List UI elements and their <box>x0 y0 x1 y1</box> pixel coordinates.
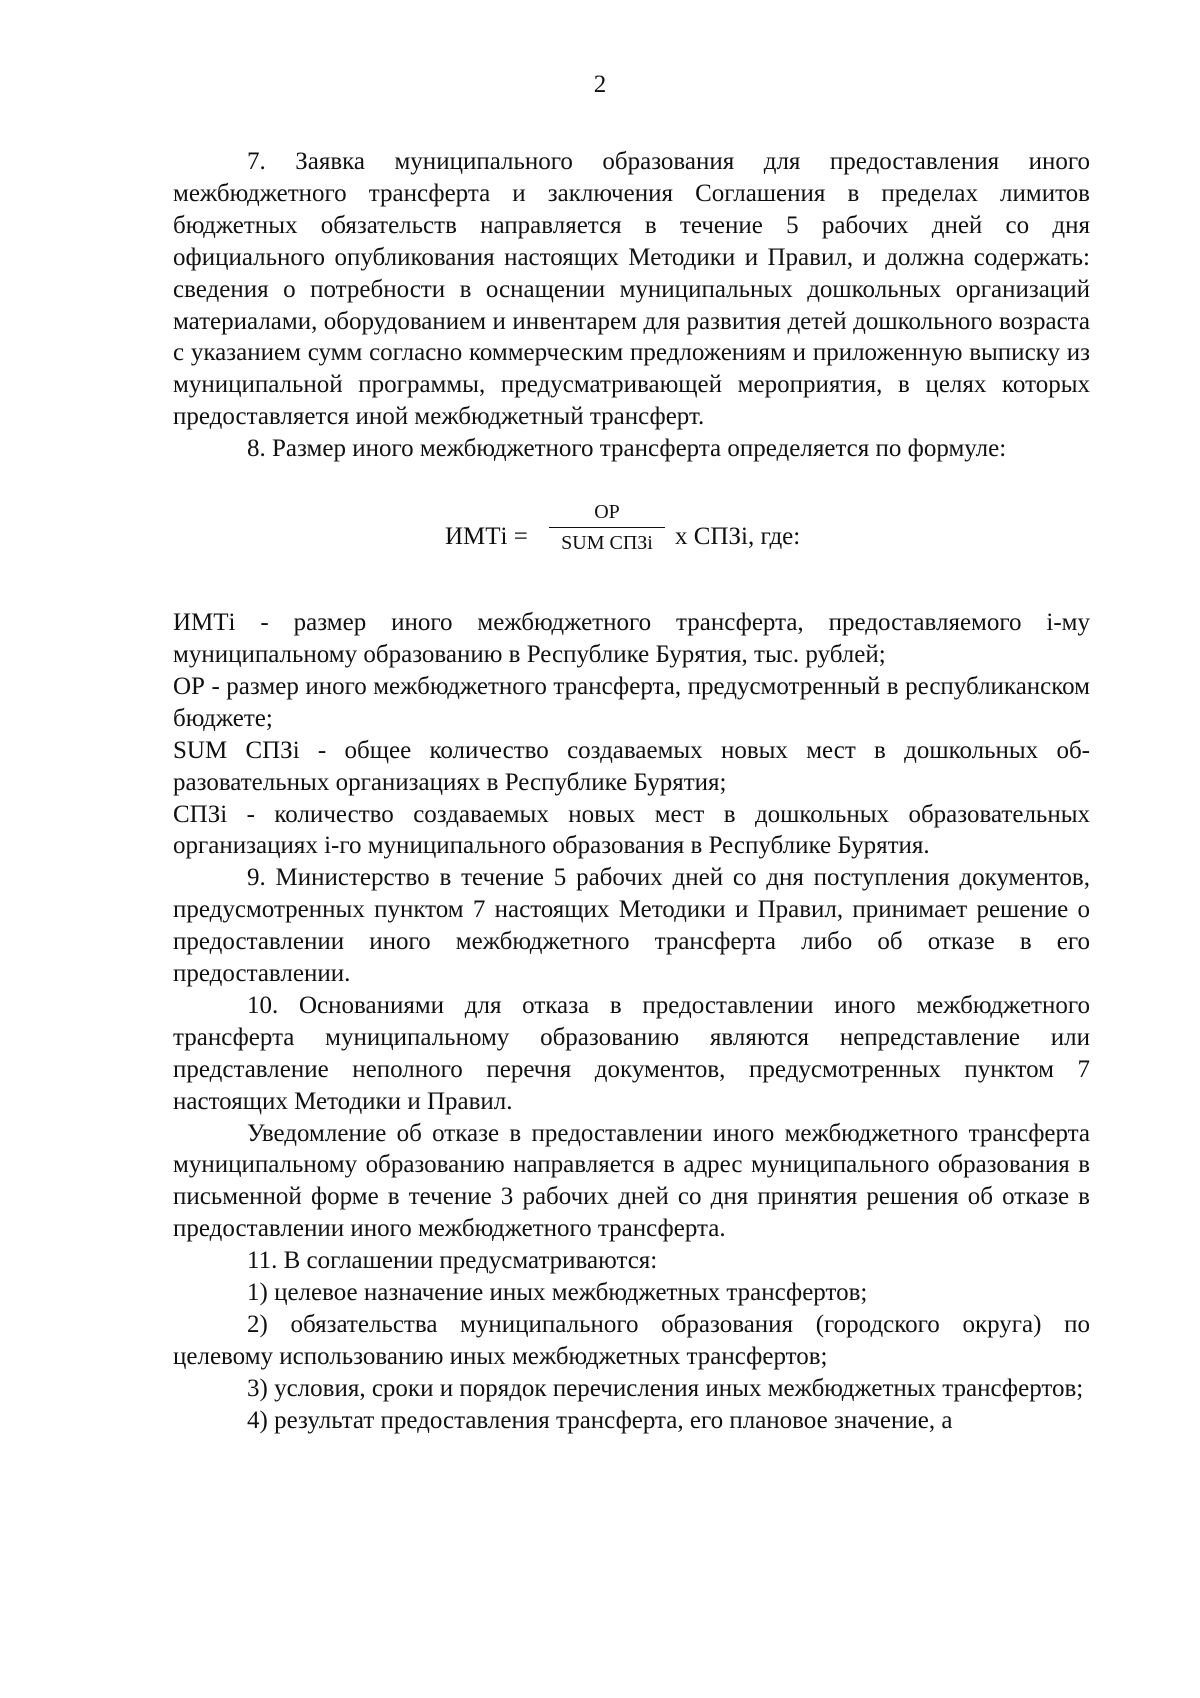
agreement-item-4: 4) результат предоставления трансферта, его плановое значение, а <box>247 1406 953 1434</box>
agreement-item-3: 3) условия, сроки и порядок перечисления иных межбюджетных трансфертов; <box>247 1374 1084 1402</box>
document-body <box>173 146 1090 1437</box>
formula-rhs: х СПЗi, где: <box>675 523 801 551</box>
formula-definitions <box>173 607 1090 862</box>
formula-fraction <box>549 501 665 554</box>
agreement-item-2: 2) обязательства муниципального образования (городского округа) по целевому использованию иных межбюджетных трансфертов; <box>173 1311 1090 1370</box>
definition-sum-spzi: SUM СПЗi - общее количество создаваемых новых мест в дошкольных образовательных организациях в Республике Бурятия; <box>173 736 1090 796</box>
paragraph-11: 11. В соглашении предусматриваются: <box>247 1247 658 1275</box>
formula-numerator: ОР <box>594 501 620 524</box>
formula-denominator: SUM СПЗi <box>561 532 653 555</box>
formula <box>173 491 1090 583</box>
paragraph-10: 10. Основаниями для отказа в предоставлении иного межбюджетного трансферта муниципальному образованию являются непредставление или представление неполного перечня документов, предусмотренных пунктом 7 настоящих Методики и Правил. <box>173 991 1090 1115</box>
paragraph-refusal-notice: Уведомление об отказе в предоставлении иного межбюджетного трансферта муниципальному образованию направляется в адрес муниципального образования в письменной форме в течение 3 рабочих дней со дня принятия решения об отказе в предоставлении иного межбюджетного трансферта. <box>173 1119 1090 1243</box>
agreement-item-1: 1) целевое назначение иных межбюджетных трансфертов; <box>247 1279 868 1307</box>
definition-imti: ИМТi - размер иного межбюджетного трансферта, предоставляемого i-му муниципальному образованию в Республике Бурятия, тыс. рублей; <box>173 609 1090 668</box>
paragraph-8: 8. Размер иного межбюджетного трансферта определяется по формуле: <box>247 435 1007 463</box>
definition-op: ОР - размер иного межбюджетного трансферта, предусмотренный в республиканском бюджете; <box>173 672 1090 732</box>
paragraph-9: 9. Министерство в течение 5 рабочих дней со дня поступления документов, предусмотренных пунктом 7 настоящих Методики и Правил, принимает решение о предоставлении иного межбюджетного трансферта либо об отказе в его предоставлении. <box>173 864 1090 988</box>
page-number: 2 <box>593 71 607 98</box>
formula-lhs: ИМТi = <box>445 523 528 551</box>
paragraph-7: 7. Заявка муниципального образования для предоставления иного межбюджетного трансферта и заключения Соглашения в пределах лимитов бюджетных обязательств направляется в течение 5 рабочих дней со дня официального опубликования настоящих Методики и Правил, и должна содержать: сведения о потребности в оснащении муниципальных дошкольных организаций материалами, оборудованием и инвентарем для развития детей дошкольного возраста с указанием сумм согласно коммерческим предложениям и приложенную выписку из муниципальной программы, предусматривающей мероприятия, в целях которых предоставляется иной межбюджетный трансферт. <box>173 148 1090 431</box>
definition-spzi: СПЗi - количество создаваемых новых мест в дошкольных образовательных организациях i-го муниципального образования в Республике Бурятия. <box>173 800 1090 860</box>
